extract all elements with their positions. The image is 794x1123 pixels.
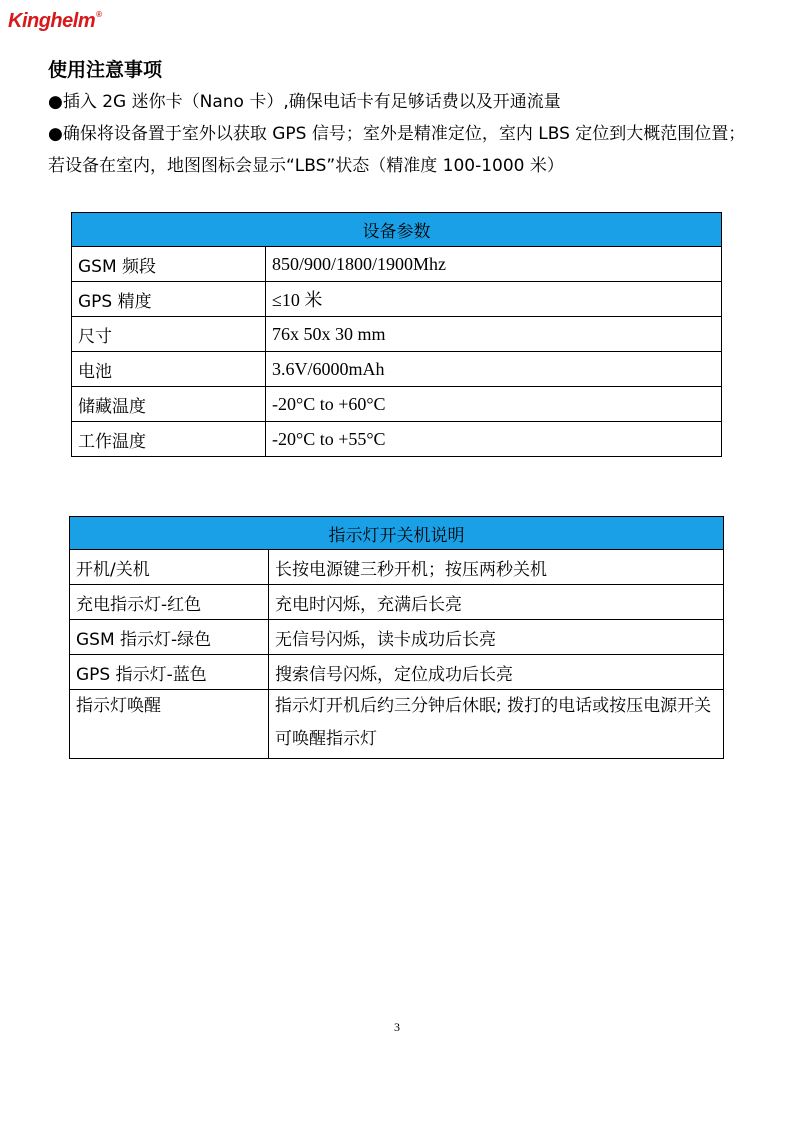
spec-value: 76x 50x 30 mm [266,317,722,352]
table-row [70,655,724,690]
spec-key: GPS 精度 [72,282,266,317]
spec-value: ≤10 米 [266,282,722,317]
spec-value: 850/900/1800/1900Mhz [266,247,722,282]
table-row [70,620,724,655]
spec-key: 电池 [72,352,266,387]
notes-title: 使用注意事项 [48,59,163,81]
table-row [70,550,724,585]
spec-table-header: 设备参数 [72,213,722,247]
indicator-value: 充电时闪烁，充满后长亮 [269,585,724,620]
indicator-key: GPS 指示灯-蓝色 [70,655,269,690]
indicator-table [69,516,724,759]
registered-mark: ® [96,10,102,19]
table-row [70,690,724,759]
spec-key: 工作温度 [72,422,266,457]
indicator-key: 充电指示灯-红色 [70,585,269,620]
spec-key: 储藏温度 [72,387,266,422]
indicator-key: 指示灯唤醒 [70,690,269,759]
spec-key: GSM 频段 [72,247,266,282]
table-row [72,387,722,422]
spec-value: 3.6V/6000mAh [266,352,722,387]
spec-value: -20°C to +55°C [266,422,722,457]
note-item-sim: ●插入 2G 迷你卡（Nano 卡）,确保电话卡有足够话费以及开通流量 [48,92,561,112]
indicator-value: 无信号闪烁，读卡成功后长亮 [269,620,724,655]
indicator-value: 搜索信号闪烁，定位成功后长亮 [269,655,724,690]
brand-logo [8,10,102,33]
table-row [70,585,724,620]
spec-table-header-row [72,213,722,247]
indicator-key: 开机/关机 [70,550,269,585]
table-row [72,352,722,387]
indicator-table-header: 指示灯开关机说明 [70,517,724,550]
indicator-table-header-row [70,517,724,550]
table-row [72,317,722,352]
note-item-gps: ●确保将设备置于室外以获取 GPS 信号；室外是精准定位，室内 LBS 定位到大概范围位置；若设备在室内，地图图标会显示“LBS”状态（精准度 100-1000 米） [48,124,746,176]
table-row [72,247,722,282]
table-row [72,282,722,317]
table-row [72,422,722,457]
spec-value: -20°C to +60°C [266,387,722,422]
spec-table [71,212,722,457]
indicator-value: 指示灯开机后约三分钟后休眠; 拨打的电话或按压电源开关可唤醒指示灯 [269,690,724,759]
indicator-value: 长按电源键三秒开机；按压两秒关机 [269,550,724,585]
brand-logo-text: Kinghelm [8,10,96,32]
page-number: 3 [394,1020,400,1034]
indicator-key: GSM 指示灯-绿色 [70,620,269,655]
spec-key: 尺寸 [72,317,266,352]
